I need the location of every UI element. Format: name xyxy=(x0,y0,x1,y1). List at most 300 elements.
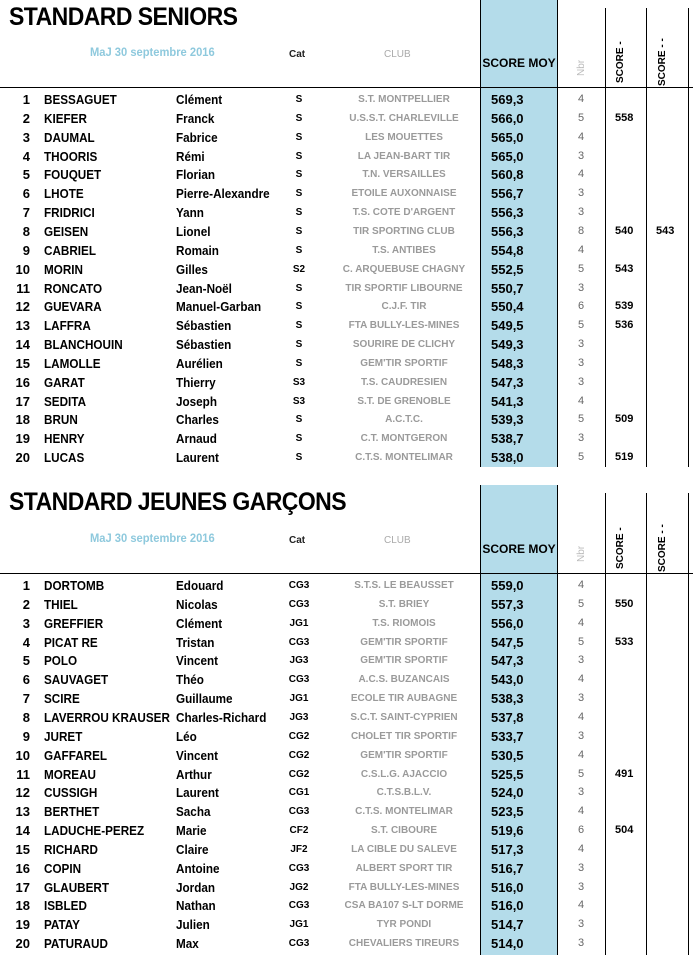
table-row xyxy=(0,260,693,279)
table-row xyxy=(0,128,693,147)
table-row xyxy=(0,614,693,633)
nbr-cell: 6 xyxy=(578,824,585,837)
club-cell: S.T. BRIEY xyxy=(378,598,430,610)
nbr-cell: 4 xyxy=(578,748,585,761)
first-name-cell: Manuel-Garban xyxy=(176,299,262,315)
rank-cell: 14 xyxy=(15,337,30,353)
first-name-cell: Marie xyxy=(176,823,207,839)
last-name-cell: LADUCHE-PEREZ xyxy=(44,823,145,839)
score-moy-cell: 547,3 xyxy=(491,374,524,390)
rank-cell: 17 xyxy=(15,879,30,895)
club-cell: GEM'TIR SPORTIF xyxy=(360,357,448,369)
rank-cell: 9 xyxy=(22,242,30,258)
score-1-cell: 491 xyxy=(615,767,634,780)
score-moy-cell: 547,3 xyxy=(491,653,524,669)
club-cell: GEM'TIR SPORTIF xyxy=(360,655,448,667)
last-name-cell: GLAUBERT xyxy=(44,879,109,895)
last-name-cell: BLANCHOUIN xyxy=(44,337,123,353)
score-moy-cell: 516,0 xyxy=(491,898,524,914)
rank-cell: 18 xyxy=(15,412,30,428)
nbr-cell: 3 xyxy=(578,786,585,799)
last-name-cell: CABRIEL xyxy=(44,242,97,258)
first-name-cell: Arnaud xyxy=(176,431,217,447)
table-row xyxy=(0,727,693,746)
last-name-cell: SEDITA xyxy=(44,393,87,409)
section-jeunes-garcons xyxy=(0,485,693,955)
last-name-cell: SAUVAGET xyxy=(44,672,109,688)
header-cat: Cat xyxy=(289,535,306,546)
category-cell: CG2 xyxy=(288,768,310,780)
header-nbr: Nbr xyxy=(576,545,587,562)
table-row xyxy=(0,335,693,354)
club-cell: SOURIRE DE CLICHY xyxy=(352,339,456,351)
nbr-cell: 3 xyxy=(578,654,585,667)
last-name-cell: DORTOMB xyxy=(44,578,105,593)
nbr-cell: 4 xyxy=(578,168,585,181)
score-moy-cell: 556,7 xyxy=(491,186,524,202)
header-club: CLUB xyxy=(384,49,411,60)
first-name-cell: Fabrice xyxy=(176,129,218,145)
nbr-cell: 5 xyxy=(578,319,585,332)
score-moy-cell: 550,7 xyxy=(491,280,524,296)
category-cell: CG2 xyxy=(288,730,310,742)
score-moy-cell: 565,0 xyxy=(491,148,524,164)
table-row xyxy=(0,448,693,467)
score-moy-cell: 549,3 xyxy=(491,337,524,353)
club-cell: C.T.S. MONTELIMAR xyxy=(355,452,453,464)
nbr-cell: 3 xyxy=(578,432,585,445)
first-name-cell: Clément xyxy=(176,92,223,107)
first-name-cell: Vincent xyxy=(176,747,219,763)
rank-cell: 15 xyxy=(15,355,30,371)
score-moy-cell: 566,0 xyxy=(491,110,524,126)
score-moy-cell: 537,8 xyxy=(491,709,524,725)
last-name-cell: MOREAU xyxy=(44,766,97,782)
last-name-cell: LAFFRA xyxy=(44,318,91,334)
nbr-cell: 3 xyxy=(578,281,585,294)
club-cell: CHEVALIERS TIREURS xyxy=(348,938,460,950)
score-moy-cell: 525,5 xyxy=(491,766,524,782)
nbr-cell: 4 xyxy=(578,579,585,591)
club-cell: C.T. MONTGERON xyxy=(360,433,448,445)
category-cell: S xyxy=(295,207,303,219)
score-moy-cell: 538,7 xyxy=(491,431,524,447)
category-cell: S xyxy=(295,339,303,351)
rank-cell: 12 xyxy=(15,785,30,801)
first-name-cell: Guillaume xyxy=(176,691,233,707)
score-moy-cell: 519,6 xyxy=(491,823,524,839)
rank-cell: 3 xyxy=(22,615,30,631)
score-moy-cell: 549,5 xyxy=(491,318,524,334)
first-name-cell: Laurent xyxy=(176,450,219,466)
last-name-cell: LHOTE xyxy=(44,186,84,202)
club-cell: T.S. RIOMOIS xyxy=(372,617,436,629)
table-row xyxy=(0,896,693,915)
table-row xyxy=(0,392,693,411)
table-row xyxy=(0,297,693,316)
nbr-cell: 4 xyxy=(578,394,585,407)
update-date: MaJ 30 septembre 2016 xyxy=(90,531,215,545)
club-cell: A.C.S. BUZANCAIS xyxy=(358,674,450,686)
rank-cell: 15 xyxy=(15,841,30,857)
rank-cell: 13 xyxy=(15,804,30,820)
last-name-cell: PATAY xyxy=(44,917,80,933)
first-name-cell: Sébastien xyxy=(176,318,232,334)
first-name-cell: Charles-Richard xyxy=(176,709,267,725)
club-cell: S.T.S. LE BEAUSSET xyxy=(354,580,454,591)
category-cell: S2 xyxy=(292,263,306,275)
score-moy-cell: 552,5 xyxy=(491,261,524,277)
nbr-cell: 3 xyxy=(578,729,585,742)
category-cell: CG3 xyxy=(288,806,310,818)
category-cell: JG1 xyxy=(289,617,309,629)
rank-cell: 13 xyxy=(15,318,30,334)
table-row xyxy=(0,708,693,727)
category-cell: CG3 xyxy=(288,674,310,686)
table-row xyxy=(0,576,693,595)
rank-cell: 1 xyxy=(22,92,30,107)
table-row xyxy=(0,316,693,335)
score-moy-cell: 514,7 xyxy=(491,917,524,933)
nbr-cell: 4 xyxy=(578,130,585,143)
nbr-cell: 4 xyxy=(578,616,585,629)
table-row xyxy=(0,746,693,765)
score-moy-cell: 565,0 xyxy=(491,129,524,145)
first-name-cell: Franck xyxy=(176,110,215,126)
club-cell: S.T. MONTPELLIER xyxy=(358,94,450,105)
last-name-cell: FOUQUET xyxy=(44,167,102,183)
section-title: STANDARD SENIORS xyxy=(9,3,238,31)
category-cell: S xyxy=(295,320,303,332)
table-row xyxy=(0,410,693,429)
nbr-cell: 4 xyxy=(578,842,585,855)
club-cell: GEM'TIR SPORTIF xyxy=(360,749,448,761)
score-moy-cell: 533,7 xyxy=(491,728,524,744)
score-1-cell: 536 xyxy=(615,319,634,332)
score-moy-cell: 516,7 xyxy=(491,860,524,876)
nbr-cell: 3 xyxy=(578,338,585,351)
table-row xyxy=(0,90,693,109)
nbr-cell: 5 xyxy=(578,635,585,648)
rank-cell: 8 xyxy=(22,223,30,239)
nbr-cell: 4 xyxy=(578,805,585,818)
first-name-cell: Théo xyxy=(176,672,204,688)
score-moy-cell: 538,3 xyxy=(491,691,524,707)
club-cell: U.S.S.T. CHARLEVILLE xyxy=(349,112,459,124)
score-moy-cell: 554,8 xyxy=(491,242,524,258)
score-moy-cell: 560,8 xyxy=(491,167,524,183)
rank-cell: 18 xyxy=(15,898,30,914)
table-row xyxy=(0,651,693,670)
nbr-cell: 5 xyxy=(578,597,585,610)
table-row xyxy=(0,203,693,222)
club-cell: S.C.T. SAINT-CYPRIEN xyxy=(350,711,458,723)
last-name-cell: GUEVARA xyxy=(44,299,102,315)
first-name-cell: Laurent xyxy=(176,785,219,801)
header-score-1: SCORE - xyxy=(615,41,626,83)
club-cell: T.S. CAUDRESIEN xyxy=(360,376,448,388)
category-cell: S xyxy=(295,112,303,124)
last-name-cell: ISBLED xyxy=(44,898,87,914)
category-cell: S xyxy=(295,301,303,313)
score-moy-cell: 538,0 xyxy=(491,450,524,466)
last-name-cell: GAFFAREL xyxy=(44,747,108,763)
category-cell: S xyxy=(295,282,303,294)
first-name-cell: Rémi xyxy=(176,148,205,164)
nbr-cell: 5 xyxy=(578,767,585,780)
nbr-cell: 4 xyxy=(578,243,585,256)
table-row xyxy=(0,840,693,859)
rank-cell: 19 xyxy=(15,917,30,933)
first-name-cell: Nathan xyxy=(176,898,216,914)
category-cell: JG2 xyxy=(289,881,309,893)
table-row xyxy=(0,147,693,166)
last-name-cell: LAMOLLE xyxy=(44,355,101,371)
first-name-cell: Charles xyxy=(176,412,219,428)
header-club: CLUB xyxy=(384,535,411,546)
category-cell: JG1 xyxy=(289,919,309,931)
last-name-cell: THIEL xyxy=(44,596,78,612)
score-moy-cell: 556,3 xyxy=(491,205,524,221)
rank-cell: 7 xyxy=(22,691,30,707)
club-cell: TYR PONDI xyxy=(376,919,432,931)
score-moy-cell: 530,5 xyxy=(491,747,524,763)
first-name-cell: Edouard xyxy=(176,578,224,593)
nbr-cell: 5 xyxy=(578,413,585,426)
last-name-cell: SCIRE xyxy=(44,691,80,707)
rank-cell: 10 xyxy=(15,747,30,763)
first-name-cell: Romain xyxy=(176,242,219,258)
rank-cell: 2 xyxy=(22,110,30,126)
header-nbr: Nbr xyxy=(576,59,587,76)
nbr-cell: 6 xyxy=(578,300,585,313)
club-cell: CHOLET TIR SPORTIF xyxy=(350,730,458,742)
score-1-cell: 539 xyxy=(615,300,634,313)
club-cell: CSA BA107 S-LT DORME xyxy=(344,900,464,912)
rank-cell: 4 xyxy=(22,148,30,164)
score-1-cell: 550 xyxy=(615,597,634,610)
first-name-cell: Nicolas xyxy=(176,596,218,612)
header-rule xyxy=(0,573,693,574)
score-moy-cell: 514,0 xyxy=(491,936,524,952)
category-cell: S3 xyxy=(292,376,306,388)
category-cell: S xyxy=(295,244,303,256)
rank-cell: 11 xyxy=(16,280,30,296)
rank-cell: 2 xyxy=(22,596,30,612)
first-name-cell: Thierry xyxy=(176,374,216,390)
club-cell: C.T.S. MONTELIMAR xyxy=(355,806,453,818)
last-name-cell: BESSAGUET xyxy=(44,92,117,107)
table-row xyxy=(0,354,693,373)
table-row xyxy=(0,783,693,802)
first-name-cell: Sacha xyxy=(176,804,211,820)
club-cell: C.S.L.G. AJACCIO xyxy=(360,768,448,780)
nbr-cell: 3 xyxy=(578,149,585,162)
club-cell: C.T.S.B.L.V. xyxy=(376,787,432,799)
table-row xyxy=(0,279,693,298)
club-cell: LA CIBLE DU SALEVE xyxy=(351,843,457,855)
rank-cell: 5 xyxy=(22,167,30,183)
category-cell: CG3 xyxy=(288,938,310,950)
rank-cell: 1 xyxy=(22,578,30,593)
header-score-moy: SCORE MOY xyxy=(482,542,556,556)
category-cell: S xyxy=(295,452,303,464)
header-score-2: SCORE - - xyxy=(657,524,668,572)
last-name-cell: LUCAS xyxy=(44,450,85,466)
header-score-1: SCORE - xyxy=(615,527,626,569)
category-cell: JG3 xyxy=(289,655,309,667)
club-cell: T.S. COTE D'ARGENT xyxy=(352,207,456,219)
club-cell: ECOLE TIR AUBAGNE xyxy=(350,693,458,705)
rank-cell: 10 xyxy=(15,261,30,277)
nbr-cell: 5 xyxy=(578,111,585,124)
category-cell: S xyxy=(295,357,303,369)
category-cell: S xyxy=(295,94,303,105)
header-rule xyxy=(0,87,693,88)
first-name-cell: Pierre-Alexandre xyxy=(176,186,270,202)
category-cell: S xyxy=(295,169,303,181)
score-1-cell: 504 xyxy=(615,824,634,837)
club-cell: T.S. ANTIBES xyxy=(372,244,436,256)
category-cell: S xyxy=(295,225,303,237)
category-cell: JG3 xyxy=(289,711,309,723)
last-name-cell: THOORIS xyxy=(44,148,98,164)
category-cell: CG3 xyxy=(288,900,310,912)
last-name-cell: BERTHET xyxy=(44,804,100,820)
section-title: STANDARD JEUNES GARÇONS xyxy=(9,488,347,516)
score-moy-cell: 550,4 xyxy=(491,299,524,315)
club-cell: S.T. DE GRENOBLE xyxy=(357,395,451,407)
last-name-cell: LAVERROU KRAUSER xyxy=(44,709,170,725)
last-name-cell: HENRY xyxy=(44,431,85,447)
rank-cell: 14 xyxy=(15,823,30,839)
category-cell: S xyxy=(295,414,303,426)
rank-cell: 6 xyxy=(22,186,30,202)
score-moy-cell: 543,0 xyxy=(491,672,524,688)
club-cell: ALBERT SPORT TIR xyxy=(355,862,453,874)
nbr-cell: 4 xyxy=(578,899,585,912)
category-cell: S xyxy=(295,188,303,200)
last-name-cell: DAUMAL xyxy=(44,129,95,145)
table-row xyxy=(0,670,693,689)
club-cell: FTA BULLY-LES-MINES xyxy=(348,320,460,332)
club-cell: TIR SPORTIF LIBOURNE xyxy=(345,282,463,294)
table-row xyxy=(0,109,693,128)
club-cell: C.J.F. TIR xyxy=(381,301,427,313)
category-cell: CG3 xyxy=(288,862,310,874)
score-moy-cell: 517,3 xyxy=(491,841,524,857)
first-name-cell: Lionel xyxy=(176,223,211,239)
first-name-cell: Gilles xyxy=(176,261,208,277)
table-row xyxy=(0,859,693,878)
score-1-cell: 543 xyxy=(615,262,634,275)
rank-cell: 8 xyxy=(22,709,30,725)
rank-cell: 17 xyxy=(15,393,30,409)
club-cell: GEM'TIR SPORTIF xyxy=(360,636,448,648)
last-name-cell: RONCATO xyxy=(44,280,103,296)
last-name-cell: BRUN xyxy=(44,412,78,428)
first-name-cell: Aurélien xyxy=(176,355,223,371)
table-row xyxy=(0,595,693,614)
nbr-cell: 3 xyxy=(578,206,585,219)
category-cell: CF2 xyxy=(289,825,309,837)
score-moy-cell: 556,0 xyxy=(491,615,524,631)
table-row xyxy=(0,765,693,784)
last-name-cell: PICAT RE xyxy=(44,634,98,650)
table-row xyxy=(0,241,693,260)
category-cell: S3 xyxy=(292,395,306,407)
first-name-cell: Léo xyxy=(176,728,197,744)
score-moy-cell: 569,3 xyxy=(491,92,524,107)
category-cell: JG1 xyxy=(289,693,309,705)
table-row xyxy=(0,915,693,934)
first-name-cell: Tristan xyxy=(176,634,215,650)
score-1-cell: 533 xyxy=(615,635,634,648)
last-name-cell: RICHARD xyxy=(44,841,98,857)
first-name-cell: Vincent xyxy=(176,653,219,669)
first-name-cell: Clément xyxy=(176,615,223,631)
club-cell: LES MOUETTES xyxy=(365,131,443,143)
score-1-cell: 519 xyxy=(615,451,634,464)
first-name-cell: Florian xyxy=(176,167,216,183)
club-cell: FTA BULLY-LES-MINES xyxy=(348,881,460,893)
category-cell: CG2 xyxy=(288,749,310,761)
table-row xyxy=(0,429,693,448)
rank-cell: 7 xyxy=(22,205,30,221)
score-2-cell: 543 xyxy=(656,224,675,237)
rank-cell: 20 xyxy=(15,450,30,466)
nbr-cell: 3 xyxy=(578,187,585,200)
last-name-cell: COPIN xyxy=(44,860,82,876)
score-moy-cell: 541,3 xyxy=(491,393,524,409)
table-row xyxy=(0,878,693,897)
nbr-cell: 3 xyxy=(578,861,585,874)
table-row xyxy=(0,373,693,392)
category-cell: CG3 xyxy=(288,580,310,591)
rank-cell: 16 xyxy=(15,374,30,390)
last-name-cell: JURET xyxy=(44,728,83,744)
rank-cell: 19 xyxy=(15,431,30,447)
rank-cell: 4 xyxy=(22,634,30,650)
category-cell: S xyxy=(295,150,303,162)
score-moy-cell: 516,0 xyxy=(491,879,524,895)
first-name-cell: Arthur xyxy=(176,766,212,782)
last-name-cell: GREFFIER xyxy=(44,615,104,631)
table-row xyxy=(0,184,693,203)
nbr-cell: 3 xyxy=(578,918,585,931)
category-cell: S xyxy=(295,433,303,445)
score-1-cell: 558 xyxy=(615,111,634,124)
category-cell: S xyxy=(295,131,303,143)
table-row xyxy=(0,633,693,652)
last-name-cell: CUSSIGH xyxy=(44,785,98,801)
first-name-cell: Julien xyxy=(176,917,210,933)
rank-cell: 16 xyxy=(15,860,30,876)
nbr-cell: 5 xyxy=(578,262,585,275)
rank-cell: 5 xyxy=(22,653,30,669)
first-name-cell: Antoine xyxy=(176,860,220,876)
last-name-cell: POLO xyxy=(44,653,78,669)
rank-cell: 6 xyxy=(22,672,30,688)
rank-cell: 3 xyxy=(22,129,30,145)
first-name-cell: Claire xyxy=(176,841,209,857)
nbr-cell: 3 xyxy=(578,937,585,950)
score-1-cell: 540 xyxy=(615,224,634,237)
nbr-cell: 3 xyxy=(578,375,585,388)
first-name-cell: Sébastien xyxy=(176,337,232,353)
table-row xyxy=(0,802,693,821)
category-cell: CG3 xyxy=(288,636,310,648)
